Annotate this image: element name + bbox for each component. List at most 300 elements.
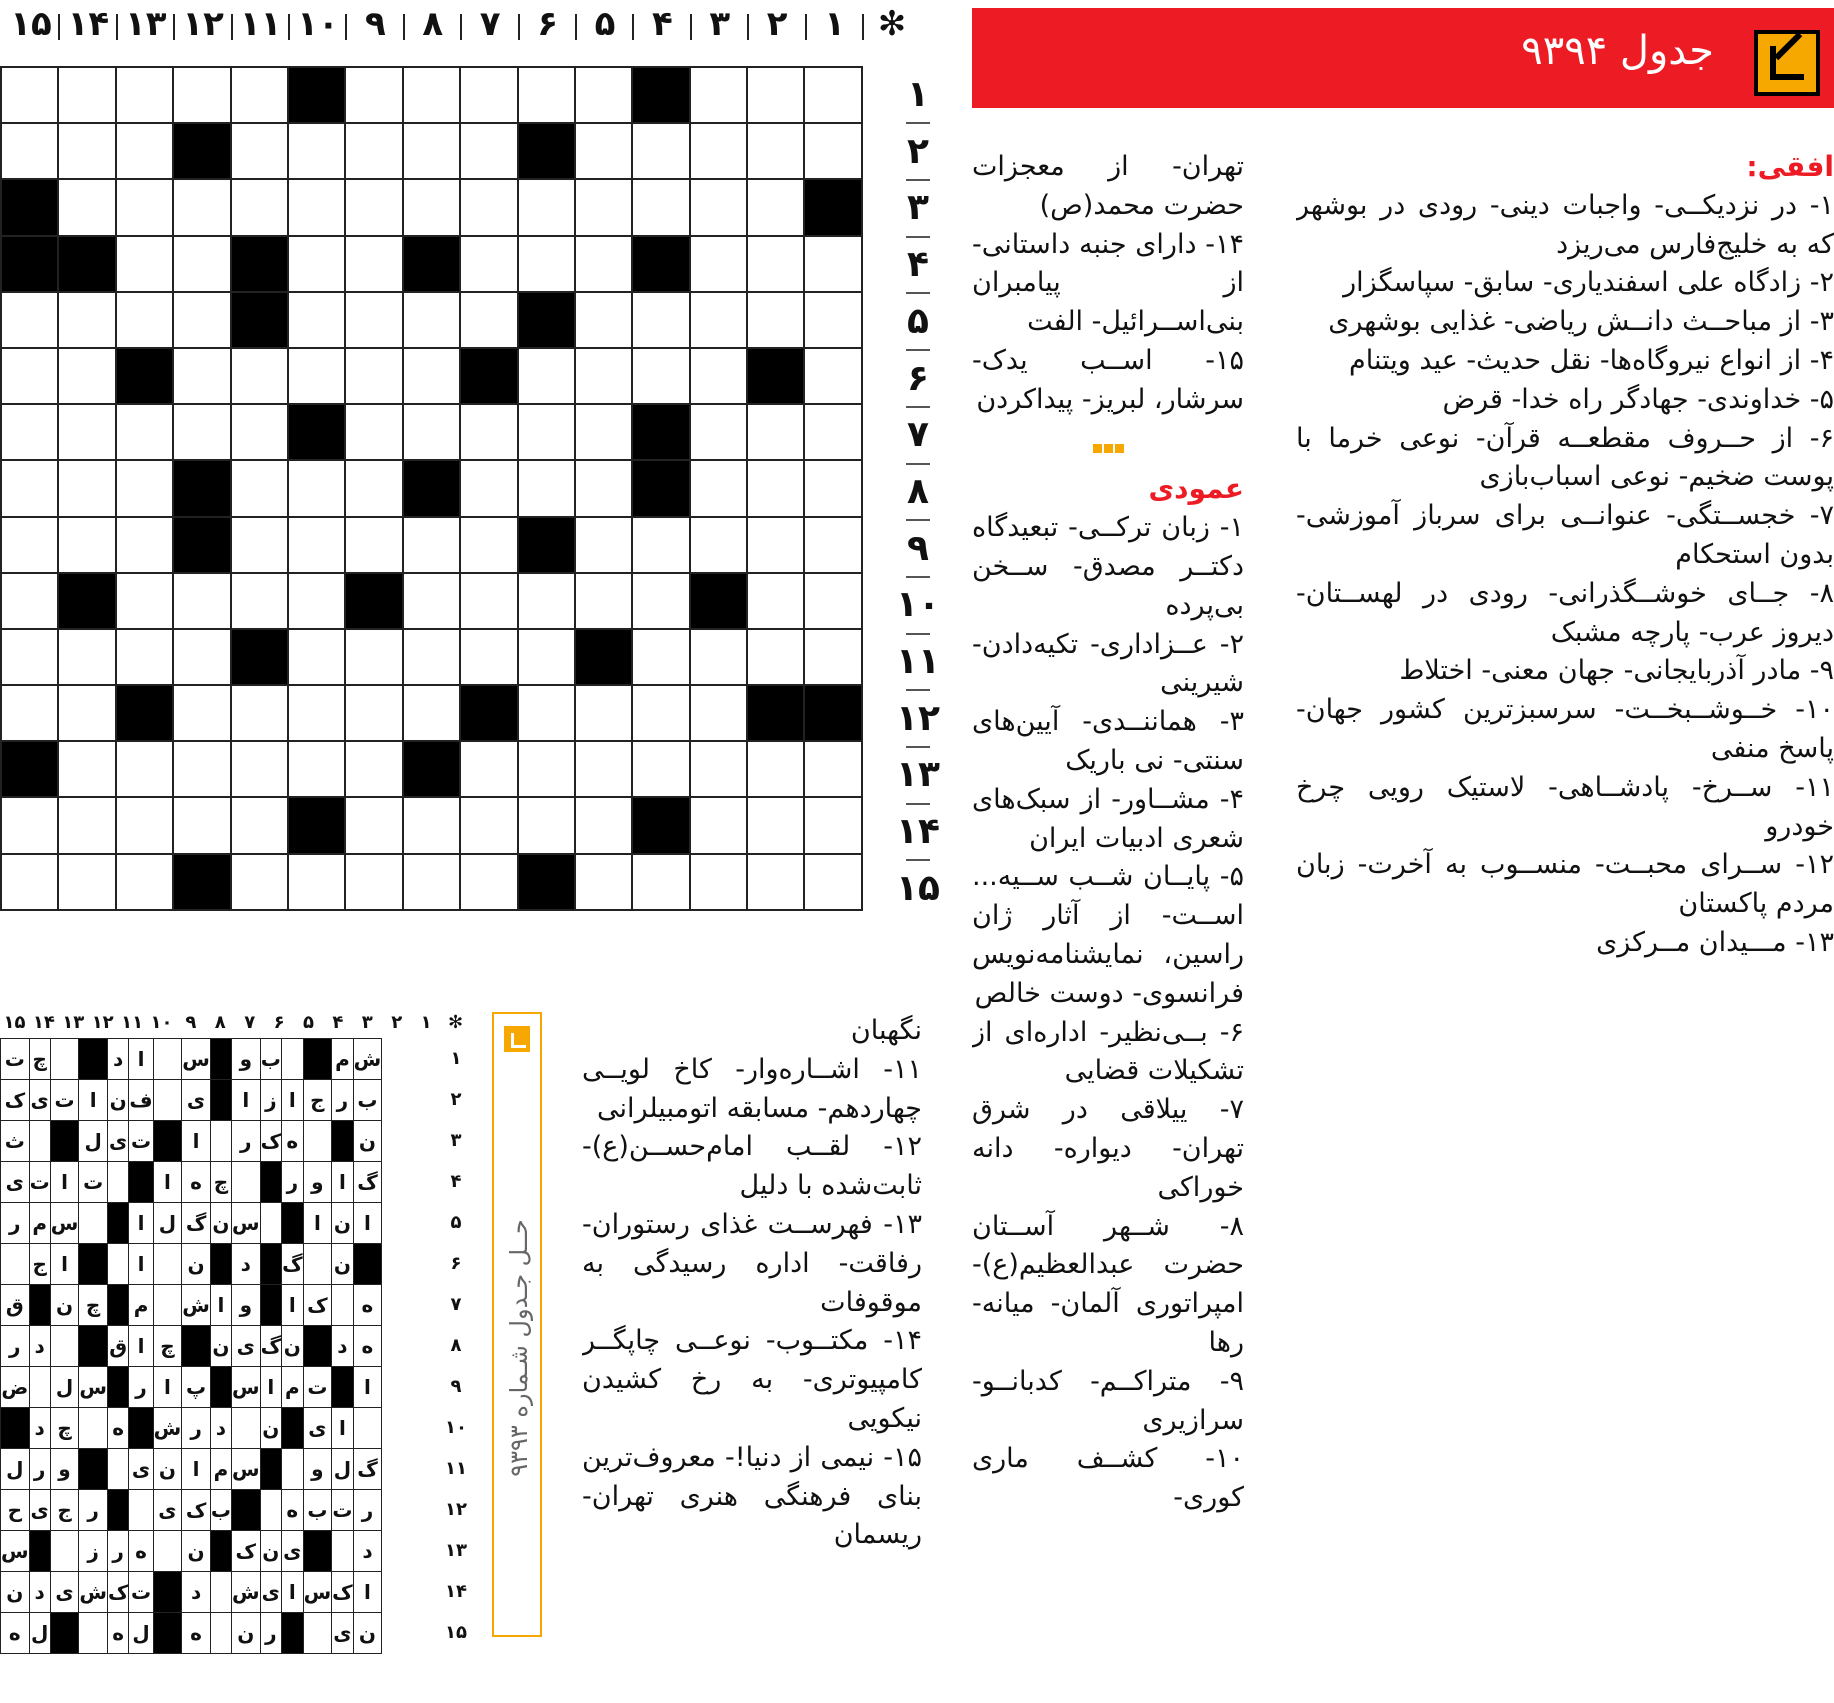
grid-cell[interactable] [116,179,173,235]
grid-cell[interactable] [173,573,230,629]
grid-cell[interactable] [231,517,288,573]
solution-cell [332,1531,353,1572]
grid-cell[interactable] [403,348,460,404]
solution-row [1,1449,382,1490]
grid-cell[interactable] [345,797,402,853]
grid-cell[interactable] [345,629,402,685]
grid-cell[interactable] [747,123,804,179]
grid-cell[interactable] [58,460,115,516]
solution-cell: گ [353,1449,382,1490]
solution-cell-black [79,1244,108,1285]
solution-cell: ر [282,1162,303,1203]
clue-item: ۱۵- اســب یدک- سرشار، لبریز- پیداکردن [972,344,1244,415]
grid-cell[interactable] [231,404,288,460]
solution-cell: ک [1,1080,30,1121]
solution-cell-black [332,1121,353,1162]
puzzle-title: جدول ۹۳۹۴ [1521,28,1714,74]
solution-cell: ل [1,1449,30,1490]
grid-cell[interactable] [231,179,288,235]
solution-cell: ن [260,1408,281,1449]
solution-cell: د [107,1039,128,1080]
grid-cell[interactable] [460,517,517,573]
grid-cell[interactable] [1,460,58,516]
grid-cell[interactable] [632,179,689,235]
grid-cell[interactable] [231,67,288,123]
column-number: ۱۴ [67,4,110,44]
grid-cell[interactable] [288,629,345,685]
clue-item: ۳- هماننــدی- آیین‌های سنتی- نی باریک [972,706,1244,776]
grid-cell[interactable] [116,517,173,573]
grid-cell[interactable] [173,292,230,348]
grid-cell[interactable] [231,348,288,404]
grid-cell-black [231,629,288,685]
solution-cell: ن [282,1326,303,1367]
solution-cell-black [210,1531,231,1572]
solution-cell: و [231,1285,260,1326]
solution-cell: ن [231,1613,260,1654]
grid-cell[interactable] [1,797,58,853]
solution-cell [50,1531,79,1572]
solution-cell [231,1408,260,1449]
grid-cell[interactable] [690,685,747,741]
grid-cell[interactable] [575,348,632,404]
grid-cell[interactable] [1,404,58,460]
solution-cell: ک [332,1572,353,1613]
solution-cell: ا [129,1326,153,1367]
grid-cell[interactable] [116,573,173,629]
grid-cell[interactable] [575,179,632,235]
grid-cell[interactable] [804,797,861,853]
grid-cell[interactable] [173,741,230,797]
grid-cell[interactable] [58,179,115,235]
grid-cell[interactable] [288,854,345,910]
grid-cell[interactable] [345,236,402,292]
grid-cell[interactable] [690,348,747,404]
grid-cell[interactable] [804,517,861,573]
grid-cell[interactable] [116,67,173,123]
solution-cell-black [107,1490,128,1531]
solution-cell [260,1203,281,1244]
grid-cell[interactable] [403,292,460,348]
grid-cell[interactable] [116,404,173,460]
solution-cell: ه [129,1531,153,1572]
grid-cell[interactable] [288,685,345,741]
solution-cell-black [79,1326,108,1367]
grid-cell[interactable] [173,629,230,685]
grid-cell[interactable] [804,404,861,460]
grid-cell[interactable] [460,573,517,629]
grid-cell[interactable] [575,123,632,179]
grid-cell[interactable] [690,797,747,853]
grid-cell[interactable] [58,67,115,123]
grid-cell[interactable] [690,123,747,179]
grid-row [1,123,862,179]
solution-cell: ا [50,1244,79,1285]
solution-cell: ا [260,1367,281,1408]
grid-cell[interactable] [460,629,517,685]
grid-cell[interactable] [804,348,861,404]
grid-cell[interactable] [575,573,632,629]
grid-cell[interactable] [116,460,173,516]
grid-cell[interactable] [116,797,173,853]
grid-cell[interactable] [690,236,747,292]
clue-item: ۴- از انواع نیروگاه‌ها- نقل حدیث- عید ویتنام [1349,344,1834,376]
grid-cell[interactable] [632,517,689,573]
grid-cell[interactable] [518,236,575,292]
solution-column-number: ۱۱ [121,1012,144,1033]
solution-cell: م [332,1039,353,1080]
grid-cell-black [288,404,345,460]
grid-cell[interactable] [804,629,861,685]
grid-cell-black [518,292,575,348]
grid-cell[interactable] [288,292,345,348]
solution-cell: ج [29,1244,50,1285]
grid-cell[interactable] [575,460,632,516]
grid-cell[interactable] [747,179,804,235]
solution-cell: ه [282,1490,303,1531]
solution-cell-black [260,1244,281,1285]
grid-cell[interactable] [231,573,288,629]
grid-cell[interactable] [58,404,115,460]
grid-cell[interactable] [403,573,460,629]
grid-cell[interactable] [747,854,804,910]
grid-cell[interactable] [403,854,460,910]
grid-cell[interactable] [632,685,689,741]
grid-cell[interactable] [460,854,517,910]
grid-cell[interactable] [632,741,689,797]
clue-heading: افقی: [1746,150,1834,183]
grid-cell[interactable] [804,236,861,292]
solution-cell [79,1613,108,1654]
clue-item: ۱۴- دارای جنبه داستانی- از پیامبران بنی‌اســرائیل- الفت [972,228,1244,338]
grid-cell[interactable] [690,517,747,573]
grid-cell[interactable] [58,741,115,797]
clue-item: ۶- بــی‌نظیر- اداره‌ای از تشکیلات قضایی [972,1016,1244,1087]
grid-cell[interactable] [460,67,517,123]
grid-cell[interactable] [173,179,230,235]
grid-cell[interactable] [747,460,804,516]
grid-cell[interactable] [575,854,632,910]
grid-cell[interactable] [460,797,517,853]
grid-cell[interactable] [288,517,345,573]
grid-cell[interactable] [345,179,402,235]
grid-cell[interactable] [116,292,173,348]
solution-row-number: ۱ [450,1048,462,1069]
grid-cell[interactable] [804,123,861,179]
clue-item: ۱۰- خــوشــبخــت- سرسبزترین کشور جهان- پاسخ منفی [1296,694,1834,764]
grid-cell[interactable] [690,629,747,685]
grid-cell[interactable] [58,797,115,853]
grid-cell[interactable] [403,629,460,685]
grid-cell[interactable] [1,67,58,123]
solution-row [1,1572,382,1613]
grid-cell[interactable] [231,460,288,516]
column-separator [805,14,807,40]
grid-cell[interactable] [632,292,689,348]
grid-cell[interactable] [403,179,460,235]
grid-cell[interactable] [58,629,115,685]
solution-row [1,1285,382,1326]
grid-cell[interactable] [288,573,345,629]
grid-cell[interactable] [747,517,804,573]
grid-cell[interactable] [1,292,58,348]
column-separator [518,14,520,40]
grid-cell[interactable] [690,854,747,910]
grid-cell[interactable] [1,348,58,404]
grid-cell[interactable] [804,741,861,797]
grid-cell[interactable] [58,854,115,910]
grid-cell[interactable] [632,573,689,629]
grid-cell-black [747,685,804,741]
grid-cell[interactable] [518,404,575,460]
grid-cell-black [116,348,173,404]
solution-cell: ی [260,1572,281,1613]
grid-cell[interactable] [575,404,632,460]
grid-cell[interactable] [460,460,517,516]
header-banner [972,8,1834,108]
grid-cell[interactable] [575,797,632,853]
grid-cell[interactable] [403,685,460,741]
solution-cell: ک [303,1285,332,1326]
clue-item: ۶- از حــروف مقطعــه قرآن- نوعی خرما با پوست ضخیم- نوعی اسباب‌بازی [1296,422,1834,493]
grid-cell[interactable] [747,404,804,460]
grid-cell[interactable] [747,741,804,797]
grid-cell[interactable] [288,123,345,179]
grid-cell-black [804,685,861,741]
solution-column-number: ۱۲ [91,1012,114,1033]
grid-cell[interactable] [747,797,804,853]
grid-cell[interactable] [345,348,402,404]
grid-cell[interactable] [460,404,517,460]
grid-cell[interactable] [804,292,861,348]
solution-cell: ت [29,1162,50,1203]
clue-item: ۸- جــای خوشــگذرانی- رودی در لهســتان- دیروز عرب- پارچه مشبک [1296,577,1834,648]
grid-cell[interactable] [518,629,575,685]
grid-cell[interactable] [518,67,575,123]
grid-cell[interactable] [575,292,632,348]
grid-cell[interactable] [173,404,230,460]
grid-cell[interactable] [403,517,460,573]
row-number: ۱۴ [886,803,950,861]
grid-cell[interactable] [690,741,747,797]
grid-cell[interactable] [403,123,460,179]
solution-row-number: ۲ [450,1089,462,1110]
column-number: ۱ [824,4,845,44]
solution-grid [0,1038,382,1654]
solution-cell: ن [353,1613,382,1654]
grid-cell[interactable] [518,797,575,853]
grid-cell[interactable] [1,517,58,573]
grid-cell[interactable] [173,797,230,853]
solution-cell: ا [332,1408,353,1449]
grid-cell[interactable] [403,797,460,853]
grid-cell[interactable] [575,517,632,573]
grid-cell[interactable] [747,573,804,629]
solution-cell [332,1285,353,1326]
solution-cell [50,1326,79,1367]
grid-cell[interactable] [518,573,575,629]
solution-cell: ک [231,1531,260,1572]
grid-cell[interactable] [173,236,230,292]
column-number: ۹ [365,4,386,44]
solution-cell: ر [29,1449,50,1490]
grid-cell[interactable] [804,67,861,123]
solution-row-number: ۷ [450,1294,462,1315]
solution-cell: ی [182,1080,211,1121]
grid-cell[interactable] [690,67,747,123]
row-number: ۱۲ [886,690,950,748]
grid-cell[interactable] [345,854,402,910]
clue-item: ۲- زادگاه علی اسفندیاری- سابق- سپاسگزار [1343,267,1834,299]
grid-cell[interactable] [288,460,345,516]
grid-cell[interactable] [575,236,632,292]
grid-cell[interactable] [345,67,402,123]
solution-cell-black [153,1121,182,1162]
solution-cell: ث [1,1121,30,1162]
column-number-bar [0,0,945,60]
grid-cell[interactable] [173,67,230,123]
grid-cell[interactable] [345,741,402,797]
grid-cell[interactable] [690,179,747,235]
grid-cell[interactable] [231,797,288,853]
solution-cell: ه [182,1162,211,1203]
solution-cell: ب [353,1080,382,1121]
grid-cell[interactable] [1,123,58,179]
grid-cell[interactable] [1,854,58,910]
grid-cell[interactable] [804,854,861,910]
grid-cell[interactable] [518,179,575,235]
solution-cell: گ [282,1244,303,1285]
row-number: ۹ [886,520,950,578]
grid-cell[interactable] [460,292,517,348]
grid-cell[interactable] [460,236,517,292]
grid-cell[interactable] [288,741,345,797]
grid-cell[interactable] [460,741,517,797]
solution-cell: ی [231,1326,260,1367]
grid-cell[interactable] [58,517,115,573]
solution-cell: ی [50,1572,79,1613]
solution-row [1,1490,382,1531]
grid-cell[interactable] [345,123,402,179]
grid-cell[interactable] [632,348,689,404]
grid-cell[interactable] [804,460,861,516]
grid-cell[interactable] [345,460,402,516]
grid-cell[interactable] [747,629,804,685]
solution-cell-black [210,1080,231,1121]
grid-cell[interactable] [747,67,804,123]
grid-cell[interactable] [518,741,575,797]
solution-row [1,1162,382,1203]
grid-cell[interactable] [231,123,288,179]
grid-cell[interactable] [288,348,345,404]
solution-row [1,1326,382,1367]
grid-cell[interactable] [288,236,345,292]
grid-cell[interactable] [58,292,115,348]
grid-cell[interactable] [345,404,402,460]
grid-cell[interactable] [632,629,689,685]
solution-cell-black [282,1613,303,1654]
grid-cell[interactable] [58,348,115,404]
solution-cell: ت [129,1572,153,1613]
grid-cell[interactable] [173,685,230,741]
grid-cell[interactable] [747,292,804,348]
grid-cell[interactable] [804,573,861,629]
grid-cell[interactable] [345,685,402,741]
solution-cell: ه [353,1285,382,1326]
grid-cell[interactable] [116,236,173,292]
grid-cell[interactable] [575,67,632,123]
grid-cell[interactable] [345,292,402,348]
grid-cell[interactable] [1,573,58,629]
solution-cell: ا [129,1203,153,1244]
grid-cell[interactable] [173,348,230,404]
grid-cell[interactable] [518,460,575,516]
solution-cell: ا [79,1080,108,1121]
solution-row-number: ۵ [450,1212,462,1233]
solution-cell: ل [50,1367,79,1408]
column-number: ۱۵ [10,4,52,44]
grid-cell[interactable] [690,404,747,460]
grid-cell[interactable] [116,629,173,685]
solution-cell [153,1039,182,1080]
clue-item: ۷- خجســتگی- عنوانــی برای سرباز آموزشی- بدون استحکام [1296,500,1834,570]
grid-cell[interactable] [116,741,173,797]
grid-cell[interactable] [690,292,747,348]
grid-cell[interactable] [58,123,115,179]
solution-cell: ک [260,1121,281,1162]
solution-cell [210,1572,231,1613]
grid-cell[interactable] [632,854,689,910]
solution-cell-black [50,1121,79,1162]
solution-cell: ز [260,1080,281,1121]
grid-cell[interactable] [575,741,632,797]
grid-cell[interactable] [116,123,173,179]
grid-cell[interactable] [632,123,689,179]
solution-cell: ن [332,1244,353,1285]
column-number: ۱۳ [125,4,167,44]
solution-column-number: ۱ [420,1012,432,1033]
clue-item: ۵- خداوندی- جهادگر راه خدا- قرض [1442,383,1834,415]
clue-item: ۱۱- ســرخ- پادشــاهی- لاستیک رویی چرخ خودرو [1296,771,1834,842]
solution-cell: ا [332,1162,353,1203]
grid-cell[interactable] [403,404,460,460]
grid-cell[interactable] [575,685,632,741]
grid-cell[interactable] [345,517,402,573]
grid-cell[interactable] [231,685,288,741]
grid-row [1,348,862,404]
grid-cell[interactable] [460,179,517,235]
solution-cell [260,1490,281,1531]
solution-cell: ا [282,1080,303,1121]
grid-cell[interactable] [460,123,517,179]
grid-cell[interactable] [1,685,58,741]
grid-cell[interactable] [518,348,575,404]
grid-cell[interactable] [58,685,115,741]
grid-cell[interactable] [403,67,460,123]
grid-cell[interactable] [1,629,58,685]
solution-cell: ب [260,1039,281,1080]
grid-cell[interactable] [747,236,804,292]
grid-cell[interactable] [690,460,747,516]
grid-cell-black [747,348,804,404]
grid-cell[interactable] [518,685,575,741]
grid-cell[interactable] [288,179,345,235]
solution-cell: د [29,1408,50,1449]
grid-cell[interactable] [231,854,288,910]
solution-row-number: ۱۱ [445,1458,467,1479]
grid-cell[interactable] [116,854,173,910]
grid-cell[interactable] [231,741,288,797]
